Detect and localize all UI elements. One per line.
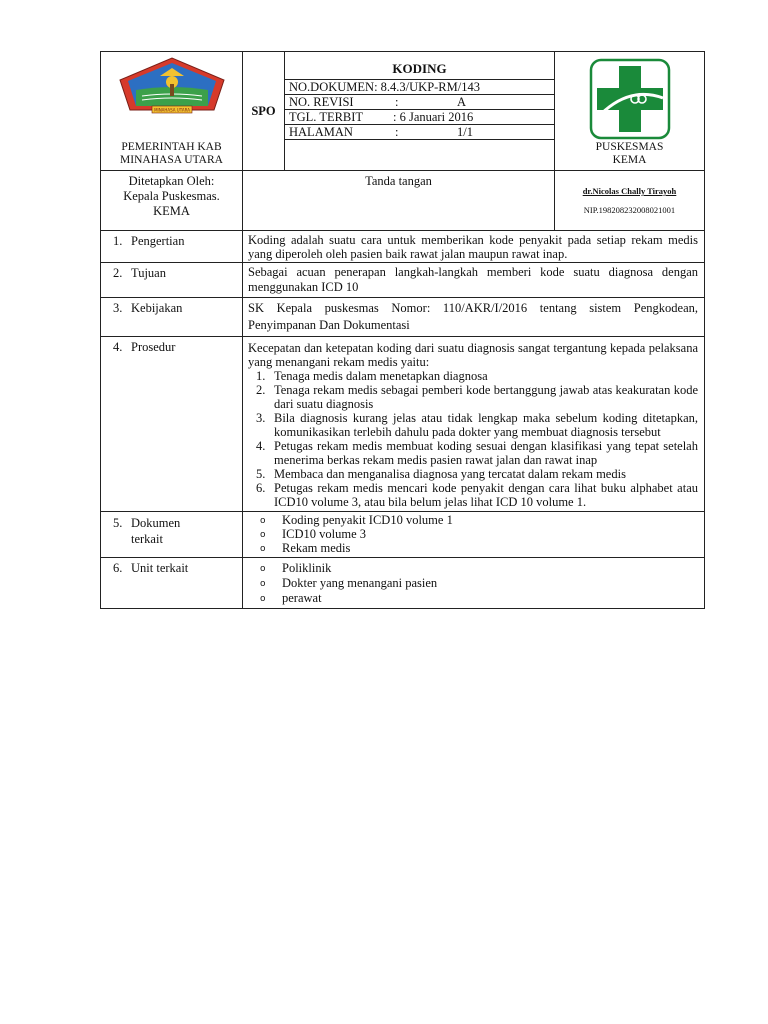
revision-label: NO. REVISI — [289, 95, 354, 109]
row-prosedur — [101, 337, 705, 512]
label-dokumen-line2: terkait — [131, 532, 163, 546]
step-number: 5. — [256, 467, 266, 481]
item-text: Koding penyakit ICD10 volume 1 — [282, 513, 453, 527]
prosedur-intro: Kecepatan dan ketepatan koding dari suatu diagnosis sangat tergantung kepada pelaksana yang menangani rekam medis yaitu: — [248, 341, 698, 369]
text-tujuan: Sebagai acuan penerapan langkah-langkah memberi kode suatu diagnosa dengan menggunakan ICD 10 — [243, 263, 705, 298]
label-unit — [101, 558, 243, 609]
right-caption-line1: PUSKESMAS — [595, 141, 664, 153]
row-kebijakan — [101, 298, 705, 337]
signature-label: Tanda tangan — [243, 171, 555, 231]
list-item — [248, 467, 698, 481]
item-text: ICD10 volume 3 — [282, 527, 367, 541]
label-kebijakan — [101, 298, 243, 337]
approval-row — [101, 171, 705, 231]
label-pengertian — [101, 231, 243, 263]
bullet-icon: o — [260, 564, 266, 574]
list-item — [248, 481, 698, 509]
revision-value: A — [457, 95, 467, 109]
step-text: Tenaga medis dalam menetapkan diagnosa — [274, 369, 488, 383]
num-dokumen: 5. — [113, 516, 123, 530]
list-item — [248, 591, 698, 606]
page-label: HALAMAN — [289, 125, 353, 139]
bullet-icon: o — [260, 516, 266, 526]
item-text: Dokter yang menangani pasien — [282, 576, 438, 590]
step-text: Petugas rekam medis membuat koding sesuai dengan klasifikasi yang tepat setelah menerima berkas rekam medis pasien rawat jalan dan rawat inap — [274, 439, 698, 467]
text-kebijakan: SK Kepala puskesmas Nomor: 110/AKR/I/2016 tentang sistem Pengkodean, Penyimpanan Dan Dokumentasi — [243, 298, 705, 337]
num-unit: 6. — [113, 561, 123, 575]
label-prosedur-text: Prosedur — [131, 340, 176, 354]
step-number: 4. — [256, 439, 266, 453]
meta-empty-row — [285, 139, 554, 162]
num-kebijakan: 3. — [113, 301, 123, 315]
text-pengertian: Koding adalah suatu cara untuk memberikan kode penyakit pada setiap rekam medis yang diperoleh oleh pasien baik rawat jalan maupun rawat inap. — [243, 231, 705, 263]
step-number: 1. — [256, 369, 266, 383]
item-text: Rekam medis — [282, 541, 351, 555]
prosedur-steps — [248, 369, 698, 509]
spo-table — [100, 51, 705, 609]
page-value: 1/1 — [457, 125, 473, 139]
step-text: Membaca dan menganalisa diagnosa yang tercatat dalam rekam medis — [274, 467, 626, 481]
left-logo-cell — [101, 52, 243, 171]
list-item — [248, 561, 698, 576]
list-item — [248, 383, 698, 411]
minahasa-utara-emblem-icon — [116, 56, 228, 116]
num-pengertian: 1. — [113, 234, 123, 248]
step-number: 6. — [256, 481, 266, 495]
label-dokumen-line1: Dokumen — [131, 516, 181, 530]
list-item — [248, 527, 698, 541]
puskesmas-logo-icon — [587, 56, 673, 142]
bullet-icon: o — [260, 579, 266, 589]
spo-label: SPO — [243, 52, 285, 171]
right-logo-cell — [555, 52, 705, 171]
revision-row — [285, 94, 554, 109]
row-pengertian — [101, 231, 705, 263]
revision-colon: : — [395, 95, 399, 109]
bullet-icon: o — [260, 530, 266, 540]
determined-by-cell — [101, 171, 243, 231]
determined-by-line1: Ditetapkan Oleh: — [128, 174, 215, 188]
label-unit-text: Unit terkait — [131, 561, 189, 575]
list-item — [248, 439, 698, 467]
left-caption — [101, 141, 242, 167]
item-text: perawat — [282, 591, 322, 605]
page-row — [285, 124, 554, 139]
bullet-icon: o — [260, 594, 266, 604]
left-caption-line1: PEMERINTAH KAB — [121, 141, 222, 153]
num-prosedur: 4. — [113, 340, 123, 354]
list-item — [248, 541, 698, 555]
list-item — [248, 513, 698, 527]
step-number: 3. — [256, 411, 266, 425]
row-dokumen — [101, 512, 705, 558]
signer-name: dr.Nicolas Chally Tirayoh — [582, 186, 677, 196]
doc-number: NO.DOKUMEN: 8.4.3/UKP-RM/143 — [285, 79, 554, 94]
determined-by-line3: KEMA — [153, 204, 190, 218]
list-item — [248, 411, 698, 439]
right-caption-line2: KEMA — [612, 154, 647, 166]
left-caption-line2: MINAHASA UTARA — [120, 154, 223, 166]
label-prosedur — [101, 337, 243, 512]
header-row — [101, 52, 705, 171]
unit-content — [243, 558, 705, 609]
emblem-ribbon-text: MINAHASA UTARA — [153, 107, 190, 113]
num-tujuan: 2. — [113, 266, 123, 280]
label-dokumen — [101, 512, 243, 558]
bullet-icon: o — [260, 544, 266, 554]
dokumen-content — [243, 512, 705, 558]
label-kebijakan-text: Kebijakan — [131, 301, 183, 315]
list-item — [248, 369, 698, 383]
document-title: KODING — [392, 61, 447, 76]
right-caption — [555, 141, 704, 167]
step-text: Petugas rekam medis mencari kode penyakit dengan cara lihat buku alphabet atau ICD10 volume 3, atau bila belum jelas lihat ICD 10 volume 1. — [274, 481, 698, 509]
dokumen-list — [248, 513, 698, 555]
step-number: 2. — [256, 383, 266, 397]
signer-cell — [555, 171, 705, 231]
label-pengertian-text: Pengertian — [131, 234, 185, 248]
issue-date-value: : 6 Januari 2016 — [393, 110, 474, 124]
row-tujuan — [101, 263, 705, 298]
issue-date-label: TGL. TERBIT — [289, 110, 364, 124]
unit-list — [248, 561, 698, 606]
step-text: Tenaga rekam medis sebagai pemberi kode bertanggung jawab atas keakuratan kode dari suatu diagnosis — [274, 383, 698, 411]
determined-by-line2: Kepala Puskesmas. — [123, 189, 220, 203]
step-text: Bila diagnosis kurang jelas atau tidak lengkap maka sebelum koding ditetapkan, komunikasikan terlebih dahulu pada dokter yang membuat diagnosis tersebut — [274, 411, 698, 439]
signer-nip: NIP.198208232008021001 — [583, 205, 676, 215]
issue-date-row — [285, 109, 554, 124]
spo-document — [100, 51, 704, 609]
label-tujuan — [101, 263, 243, 298]
list-item — [248, 576, 698, 591]
item-text: Poliklinik — [282, 561, 332, 575]
page-colon: : — [395, 125, 399, 139]
prosedur-content — [243, 337, 705, 512]
document-meta-cell — [285, 52, 555, 171]
row-unit — [101, 558, 705, 609]
label-tujuan-text: Tujuan — [131, 266, 166, 280]
